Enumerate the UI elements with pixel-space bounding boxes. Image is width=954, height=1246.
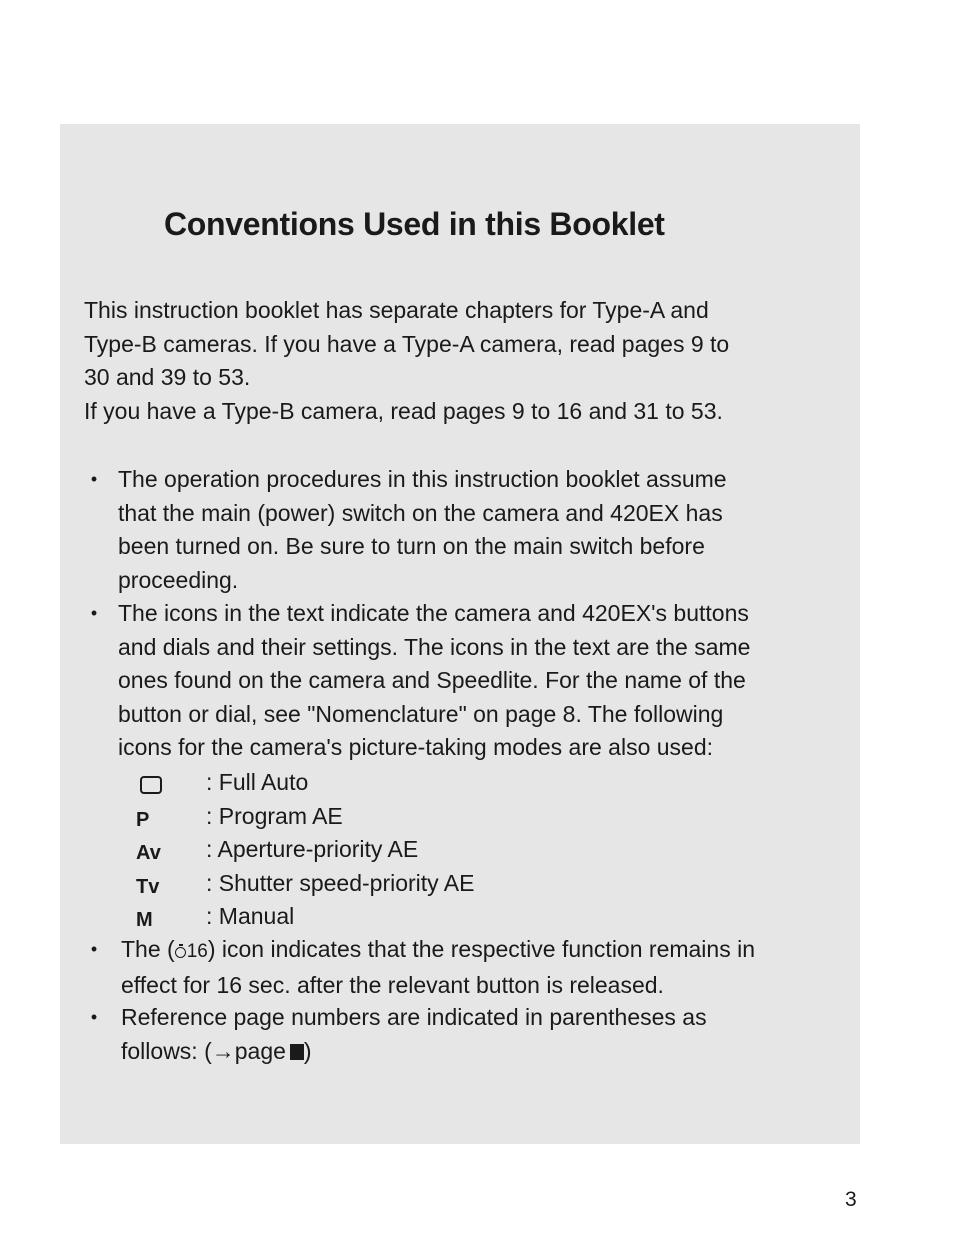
text-fragment: ) icon indicates that the respective function remains in [207, 936, 755, 962]
bullet-text [118, 597, 830, 765]
aperture-priority-icon: Av [136, 842, 161, 865]
intro-paragraph [84, 294, 824, 428]
bullet-line [121, 1035, 833, 1069]
bullet-dot: • [90, 1007, 98, 1027]
mode-label: : Manual [206, 903, 295, 930]
bullet-line: Reference page numbers are indicated in parentheses as [121, 1004, 707, 1030]
bullet-line: that the main (power) switch on the camera and 420EX has [118, 499, 723, 526]
bullet-text [121, 933, 833, 1002]
intro-line: 30 and 39 to 53. [84, 364, 251, 390]
page-number: 3 [845, 1188, 857, 1211]
bullet-line: icons for the camera's picture-taking modes are also used: [118, 734, 714, 761]
bullet-line: button or dial, see "Nomenclature" on page 8. The following [118, 700, 724, 727]
text-fragment: The ( [121, 936, 175, 962]
bullet-line: The operation procedures in this instruction booklet assume [118, 466, 727, 492]
manual-icon: M [136, 909, 153, 932]
bullet-line: proceeding. [118, 566, 239, 593]
text-fragment: ) [303, 1037, 312, 1064]
bullet-dot: • [90, 939, 98, 959]
bullet-dot: • [90, 469, 98, 489]
mode-label: : Full Auto [206, 769, 309, 795]
intro-line: If you have a Type-B camera, read pages 9 to 16 and 31 to 53. [84, 397, 723, 424]
timer-icon [175, 944, 187, 958]
program-icon: P [136, 808, 150, 831]
intro-line: This instruction booklet has separate chapters for Type-A and [84, 297, 709, 323]
bullet-dot: • [90, 603, 98, 623]
full-auto-icon [136, 766, 186, 770]
mode-label: : Program AE [206, 802, 343, 829]
bullet-line [121, 933, 833, 969]
bullet-text [118, 463, 830, 597]
mode-label: : Shutter speed-priority AE [206, 869, 475, 896]
bullet-line: effect for 16 sec. after the relevant button is released. [121, 971, 664, 998]
timer-value: 16 [186, 941, 208, 962]
mode-label: : Aperture-priority AE [206, 836, 419, 863]
shutter-priority-icon: Tv [136, 875, 160, 898]
bullet-line: and dials and their settings. The icons in the text are the same [118, 633, 751, 660]
text-fragment: follows: (→page [121, 1037, 286, 1064]
page-title: Conventions Used in this Booklet [164, 206, 665, 242]
intro-line: Type-B cameras. If you have a Type-A camera, read pages 9 to [84, 330, 730, 357]
bullet-line: been turned on. Be sure to turn on the main switch before [118, 533, 705, 560]
bullet-line: ones found on the camera and Speedlite. For the name of the [118, 667, 746, 694]
filled-square-icon [290, 1044, 304, 1060]
bullet-text [121, 1001, 833, 1068]
bullet-line: The icons in the text indicate the camera and 420EX's buttons [118, 600, 749, 626]
